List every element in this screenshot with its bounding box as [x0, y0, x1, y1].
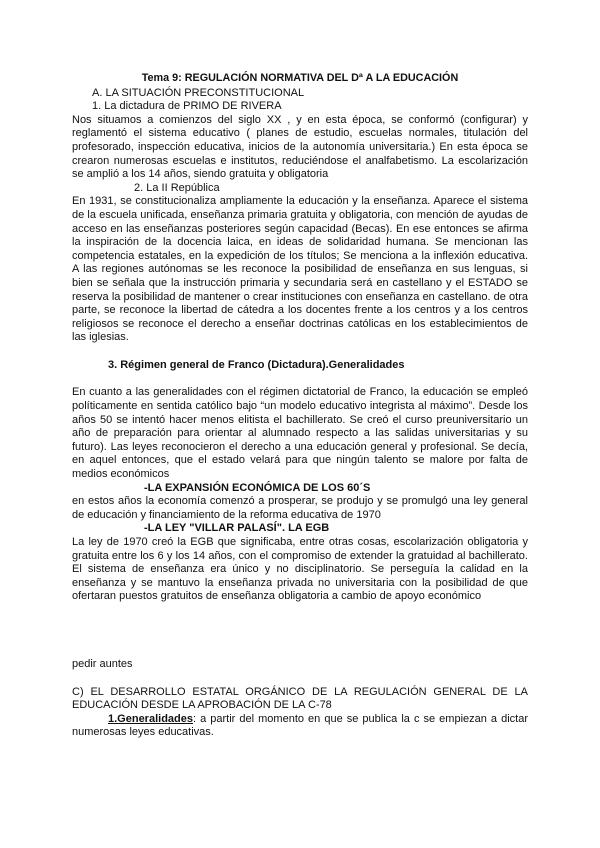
subheading-expansion: -LA EXPANSIÓN ECONÓMICA DE LOS 60´S [144, 481, 371, 494]
item-3-heading: 3. Régimen general de Franco (Dictadura).Generalidades [108, 358, 405, 371]
note-pedir-auntes: pedir auntes [72, 657, 133, 670]
paragraph-expansion: en estos años la economía comenzó a prosperar, se produjo y se promulgó una ley general de educación y financiamiento de la reforma educativa de 1970 [72, 495, 528, 521]
generalidades-paragraph [72, 713, 528, 740]
paragraph-franco: En cuanto a las generalidades con el régimen dictatorial de Franco, la educación se empleó políticamente en sentida católico bajo “un modelo educativo integrista al máximo”. Desde los años 50 se intentó hacer menos elitista el bachillerato. Se creó el curso preuniversitario un año de preparación para orientar al alumnado respecto a las salidas universitarias y su futuro). Las leyes reconocieron el derecho a una educación general y profesional. Se decía, en aquel entonces, que el estado velará para que ningún talento se malore por falta de medios económicos [72, 386, 528, 481]
document-page [72, 72, 528, 740]
section-c-heading: C) EL DESARROLLO ESTATAL ORGÁNICO DE LA REGULACIÓN GENERAL DE LA EDUCACIÓN DESDE LA APROBACIÓN DE LA C-78 [72, 685, 528, 712]
paragraph-republica: En 1931, se constitucionaliza ampliamente la educación y la enseñanza. Aparece el sistema de la escuela unificada, enseñanza primaria gratuita y obligatoria, con mención de ayudas de acceso en las enseñanzas posteriores según capacidad (Becas). En ese entonces se afirma la inspiración de la docencia laica, en ideas de solidaridad humana. Se mencionan las competencia estatales, en la expedición de los títulos; Se menciona a la inflexión educativa. A las regiones autónomas se les reconoce la posibilidad de enseñanza en sus lenguas, si bien se señala que la instrucción primaria y secundaria será en castellano y el ESTADO se reserva la posibilidad de mantener o crear instituciones con enseñanza en castellano. de otra parte, se reconoce la libertad de cátedra a los docentes frente a los centros y a los centros religiosos se reconoce el derecho a enseñar doctrinas católicas en los establecimientos de las iglesias. [72, 195, 528, 344]
item-1-heading: 1. La dictadura de PRIMO DE RIVERA [92, 100, 282, 113]
item-2-heading: 2. La II República [134, 181, 220, 194]
generalidades-text: : a partir del momento en que se publica la c se empiezan a dictar numerosas leyes educativas. [72, 712, 528, 739]
section-a-heading: A. LA SITUACIÓN PRECONSTITUCIONAL [92, 86, 305, 99]
paragraph-egb: La ley de 1970 creó la EGB que significaba, entre otras cosas, escolarización obligatoria y gratuita entre los 6 y los 14 años, con el compromiso de extender la gratuidad al bachillerato. El sistema de enseñanza era único y no disciplinatorio. Se perseguía la calidad en la enseñanza y se mantuvo la enseñanza privada no universitaria con la posibilidad de que ofertaran puestos gratuitos de enseñanza obligatoria a cambio de apoyo económico [72, 536, 528, 603]
subheading-villar-palasi: -LA LEY "VILLAR PALASÍ". LA EGB [144, 522, 330, 535]
document-title: Tema 9: REGULACIÓN NORMATIVA DEL Dª A LA EDUCACIÓN [141, 72, 459, 84]
paragraph-primo-de-rivera: Nos situamos a comienzos del siglo XX , y en esta época, se conformó (configurar) y reglamentó el sistema educativo ( planes de estudio, escuelas normales, titulación del profesorado, inspección educativa, inicios de la autonomía universitaria.) En esta época se crearon numerosas escuelas e institutos, reduciéndose el analfabetismo. La escolarización se amplió a los 14 años, siendo gratuita y obligatoria [72, 113, 528, 181]
generalidades-label: 1.Generalidades [108, 712, 193, 725]
